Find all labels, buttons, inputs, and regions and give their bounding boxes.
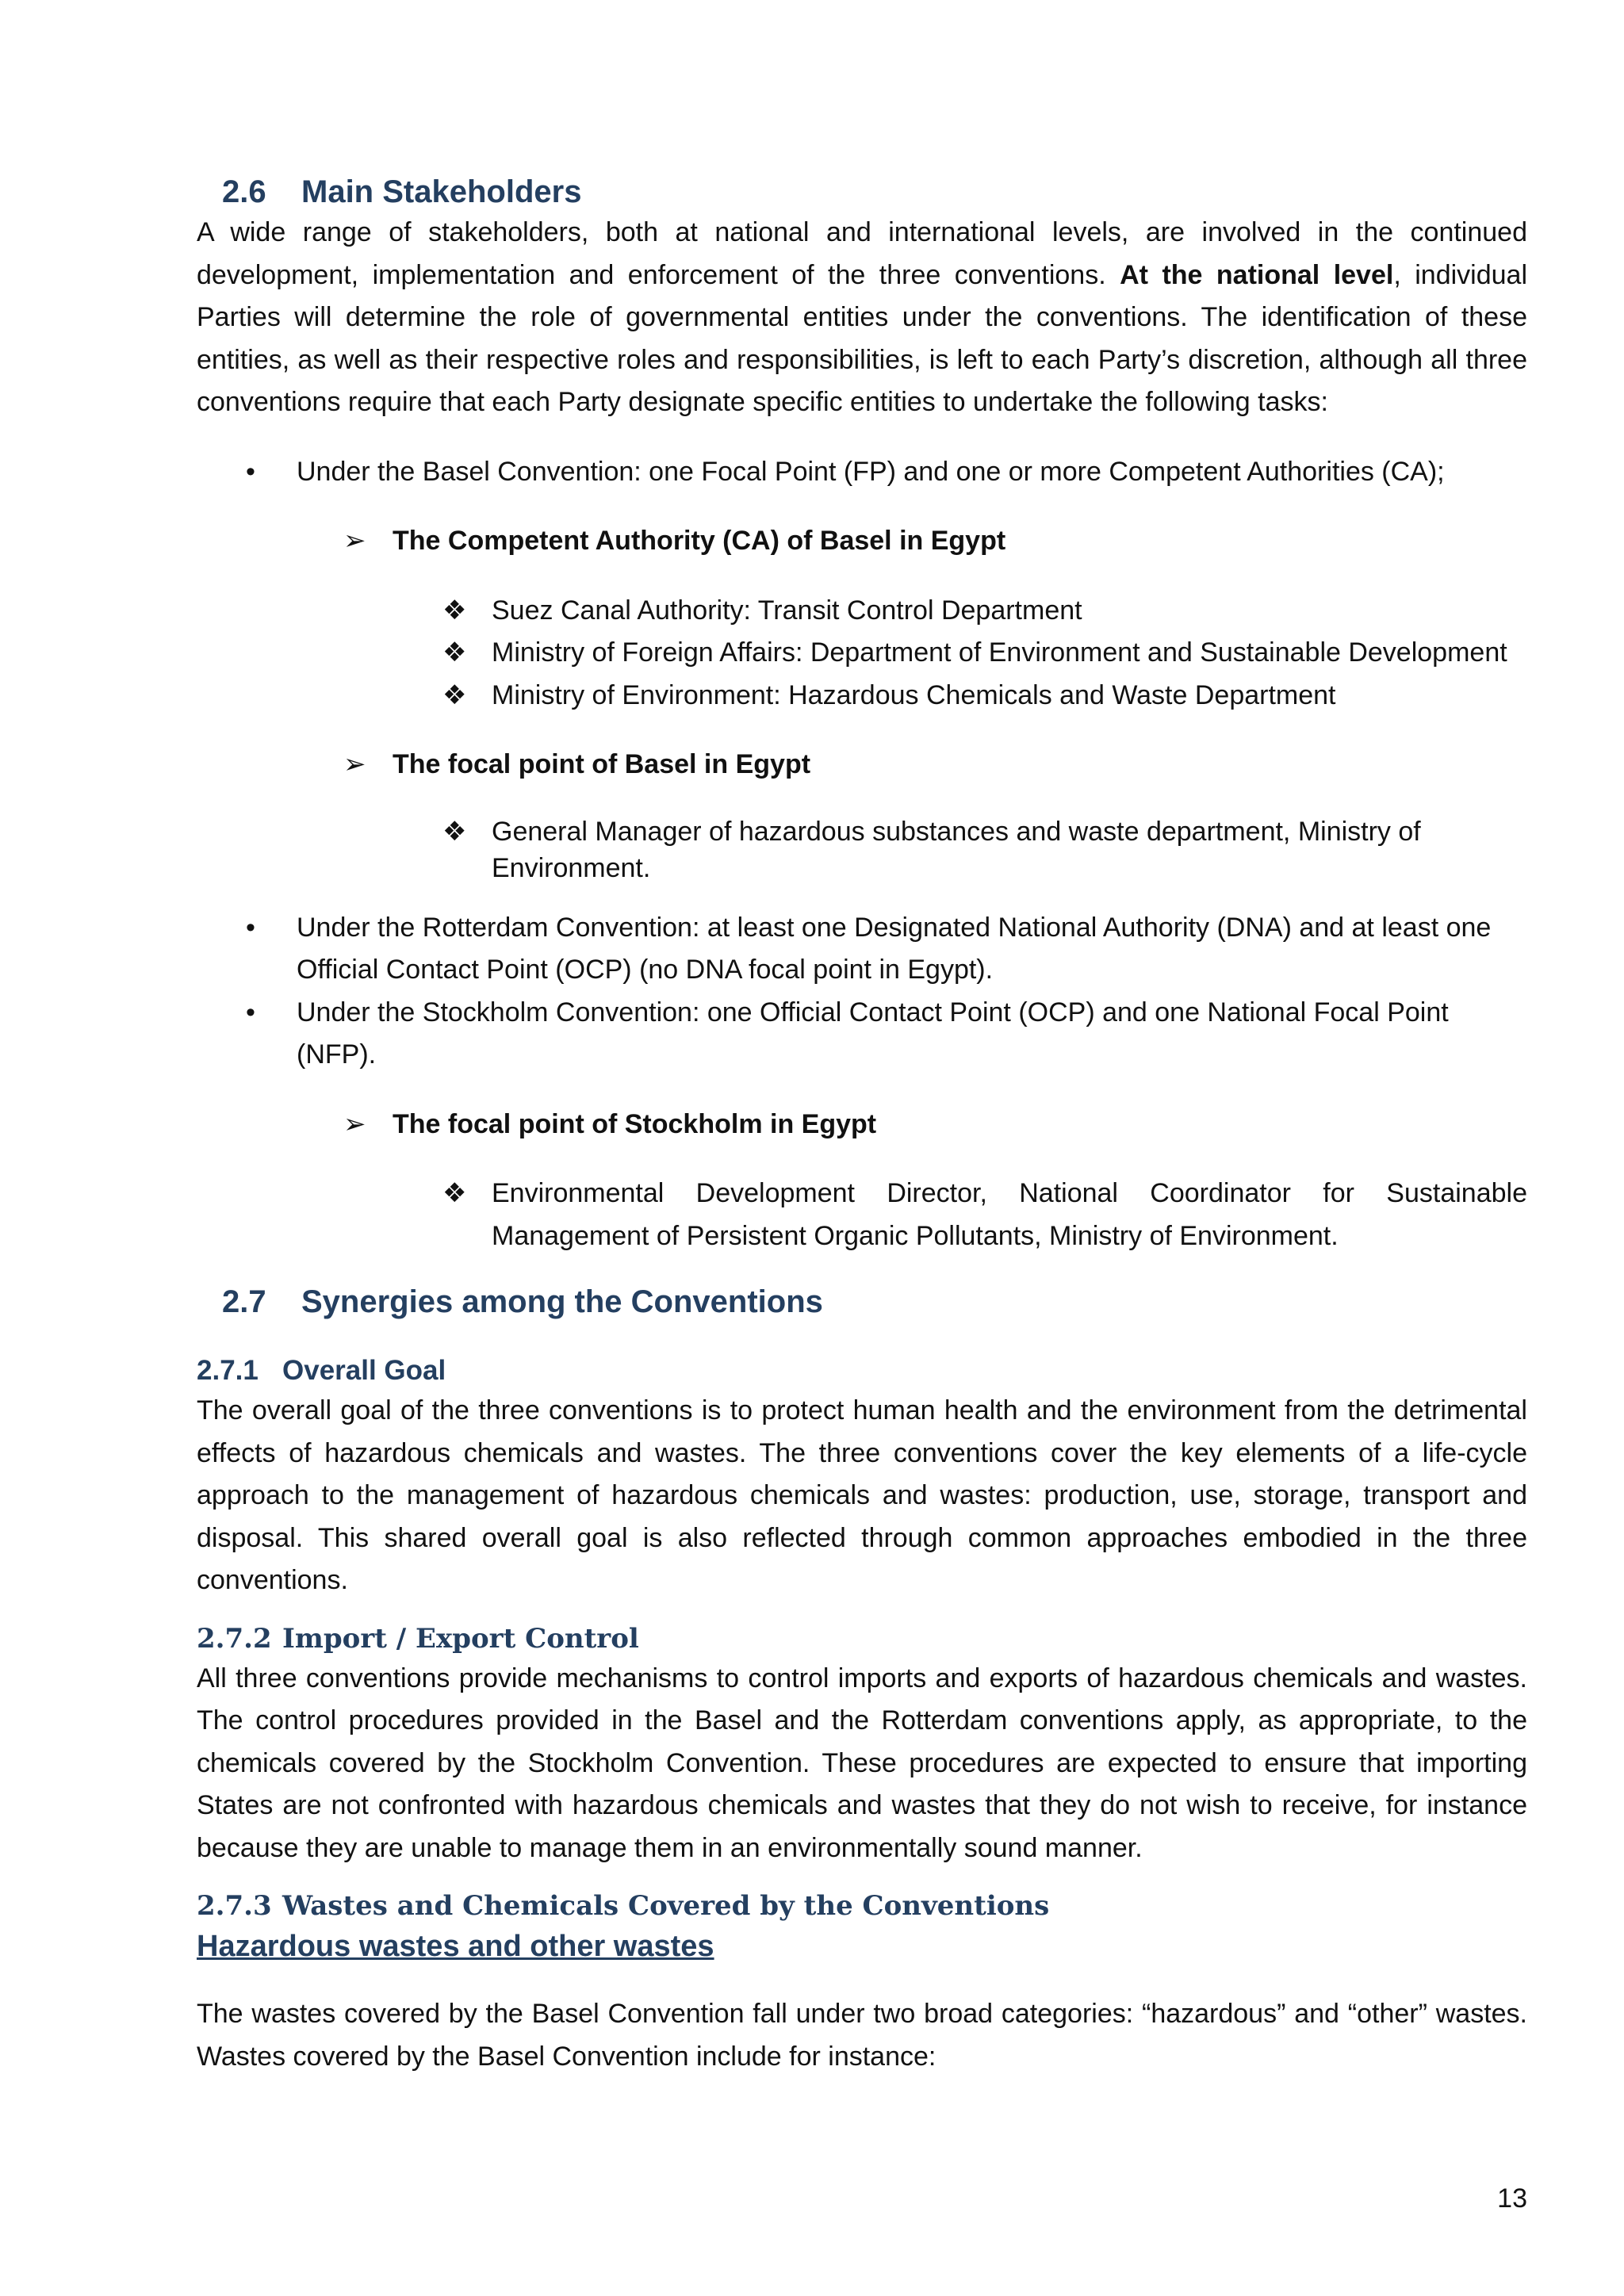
ca-heading xyxy=(197,520,1527,563)
bullet-text: Under the Stockholm Convention: one Official Contact Point (OCP) and one National Focal Point (NFP). xyxy=(297,997,1449,1070)
list-item xyxy=(197,590,1527,633)
bullet-icon: • xyxy=(246,997,255,1027)
section-title: Import / Export Control xyxy=(282,1622,639,1655)
bullet-icon: • xyxy=(246,456,255,487)
ca-list xyxy=(197,590,1527,718)
intro-text-1: A wide range of stakeholders, both at national and international levels, are involved in the continued development, implementation and enforcement of the three conventions. xyxy=(197,217,1527,290)
section-number: 2.7.2 xyxy=(197,1622,272,1655)
section-2-6-intro xyxy=(197,212,1527,424)
section-2-7-3-heading xyxy=(197,1890,1527,1922)
intro-text-2: , individual Parties will determine the role of governmental entities under the conventions. The identification of these entities, as well as their respective roles and responsibilities, is left to each Party’s discretion, although all three conventions require that each Party designate specific entities to undertake the following tasks: xyxy=(197,259,1527,417)
arrow-icon: ➢ xyxy=(343,749,366,779)
section-2-7-2-heading xyxy=(197,1623,1527,1655)
section-number: 2.7.1 xyxy=(197,1355,259,1386)
section-title: Overall Goal xyxy=(282,1355,446,1386)
section-2-7-3-text: The wastes covered by the Basel Convention fall under two broad categories: “hazardous” and “other” wastes. Wastes covered by the Basel Convention include for instance: xyxy=(197,1999,1527,2072)
bullet-text: Under the Rotterdam Convention: at least one Designated National Authority (DNA) and at least one Official Contact Point (OCP) (no DNA focal point in Egypt). xyxy=(297,912,1492,985)
stockholm-bullet xyxy=(197,992,1527,1077)
section-number: 2.7.3 xyxy=(197,1890,272,1922)
list-item xyxy=(197,632,1527,675)
page-content xyxy=(197,174,1527,2078)
list-item xyxy=(197,675,1527,718)
list-item-text: Ministry of Environment: Hazardous Chemicals and Waste Department xyxy=(492,679,1336,710)
diamond-icon: ❖ xyxy=(442,816,467,847)
section-2-7-1-heading xyxy=(197,1355,1527,1387)
section-2-7-1-text: The overall goal of the three conventions is to protect human health and the environment from the detrimental effects of hazardous chemicals and wastes. The three conventions cover the key elements of a life-cycle approach to the management of hazardous chemicals and wastes: production, use, storage, transport and disposal. This shared overall goal is also reflected through common approaches embodied in the three conventions. xyxy=(197,1395,1527,1595)
arrow-heading-text: The focal point of Stockholm in Egypt xyxy=(393,1108,877,1139)
rotterdam-bullet xyxy=(197,907,1527,992)
diamond-icon: ❖ xyxy=(442,595,467,626)
arrow-heading-text: The Competent Authority (CA) of Basel in Egypt xyxy=(393,526,1006,556)
bullet-icon: • xyxy=(246,912,255,943)
section-title: Main Stakeholders xyxy=(301,174,582,209)
intro-bold-text: At the national level xyxy=(1120,259,1394,290)
section-2-6-heading xyxy=(197,174,1527,210)
section-2-7-2-text: All three conventions provide mechanisms to control imports and exports of hazardous chemicals and wastes. The control procedures provided in the Basel and the Rotterdam conventions apply, as appropriate, to the chemicals covered by the Stockholm Convention. These procedures are expected to ensure that importing States are not confronted with hazardous chemicals and wastes that they do not wish to receive, for instance because they are unable to manage them in an environmentally sound manner. xyxy=(197,1663,1527,1863)
arrow-icon: ➢ xyxy=(343,1108,366,1139)
diamond-icon: ❖ xyxy=(442,679,467,710)
diamond-icon: ❖ xyxy=(442,637,467,668)
list-item-text: General Manager of hazardous substances and waste department, Ministry of Environment. xyxy=(492,816,1421,883)
stockholm-focal-point-heading xyxy=(197,1104,1527,1146)
arrow-icon: ➢ xyxy=(343,526,366,556)
list-item-text: Ministry of Foreign Affairs: Department of Environment and Sustainable Development xyxy=(492,637,1507,668)
arrow-heading-text: The focal point of Basel in Egypt xyxy=(393,749,811,779)
basel-bullet xyxy=(197,451,1527,494)
section-2-7-heading xyxy=(197,1284,1527,1320)
diamond-icon: ❖ xyxy=(442,1178,467,1208)
section-number: 2.7 xyxy=(222,1284,266,1319)
list-item-text: Suez Canal Authority: Transit Control Department xyxy=(492,595,1082,626)
basel-focal-point-heading xyxy=(197,744,1527,786)
hazardous-wastes-subheading: Hazardous wastes and other wastes xyxy=(197,1930,714,1963)
list-item xyxy=(197,813,1527,886)
list-item-text: Environmental Development Director, National Coordinator for Sustainable Management of Persistent Organic Pollutants, Ministry of Environment. xyxy=(492,1178,1527,1251)
bullet-text: Under the Basel Convention: one Focal Point (FP) and one or more Competent Authorities (CA); xyxy=(297,456,1445,487)
page-number: 13 xyxy=(1497,2183,1527,2214)
section-title: Synergies among the Conventions xyxy=(301,1284,823,1319)
section-title: Wastes and Chemicals Covered by the Conventions xyxy=(282,1890,1050,1922)
section-number: 2.6 xyxy=(222,174,266,209)
list-item xyxy=(197,1173,1527,1257)
